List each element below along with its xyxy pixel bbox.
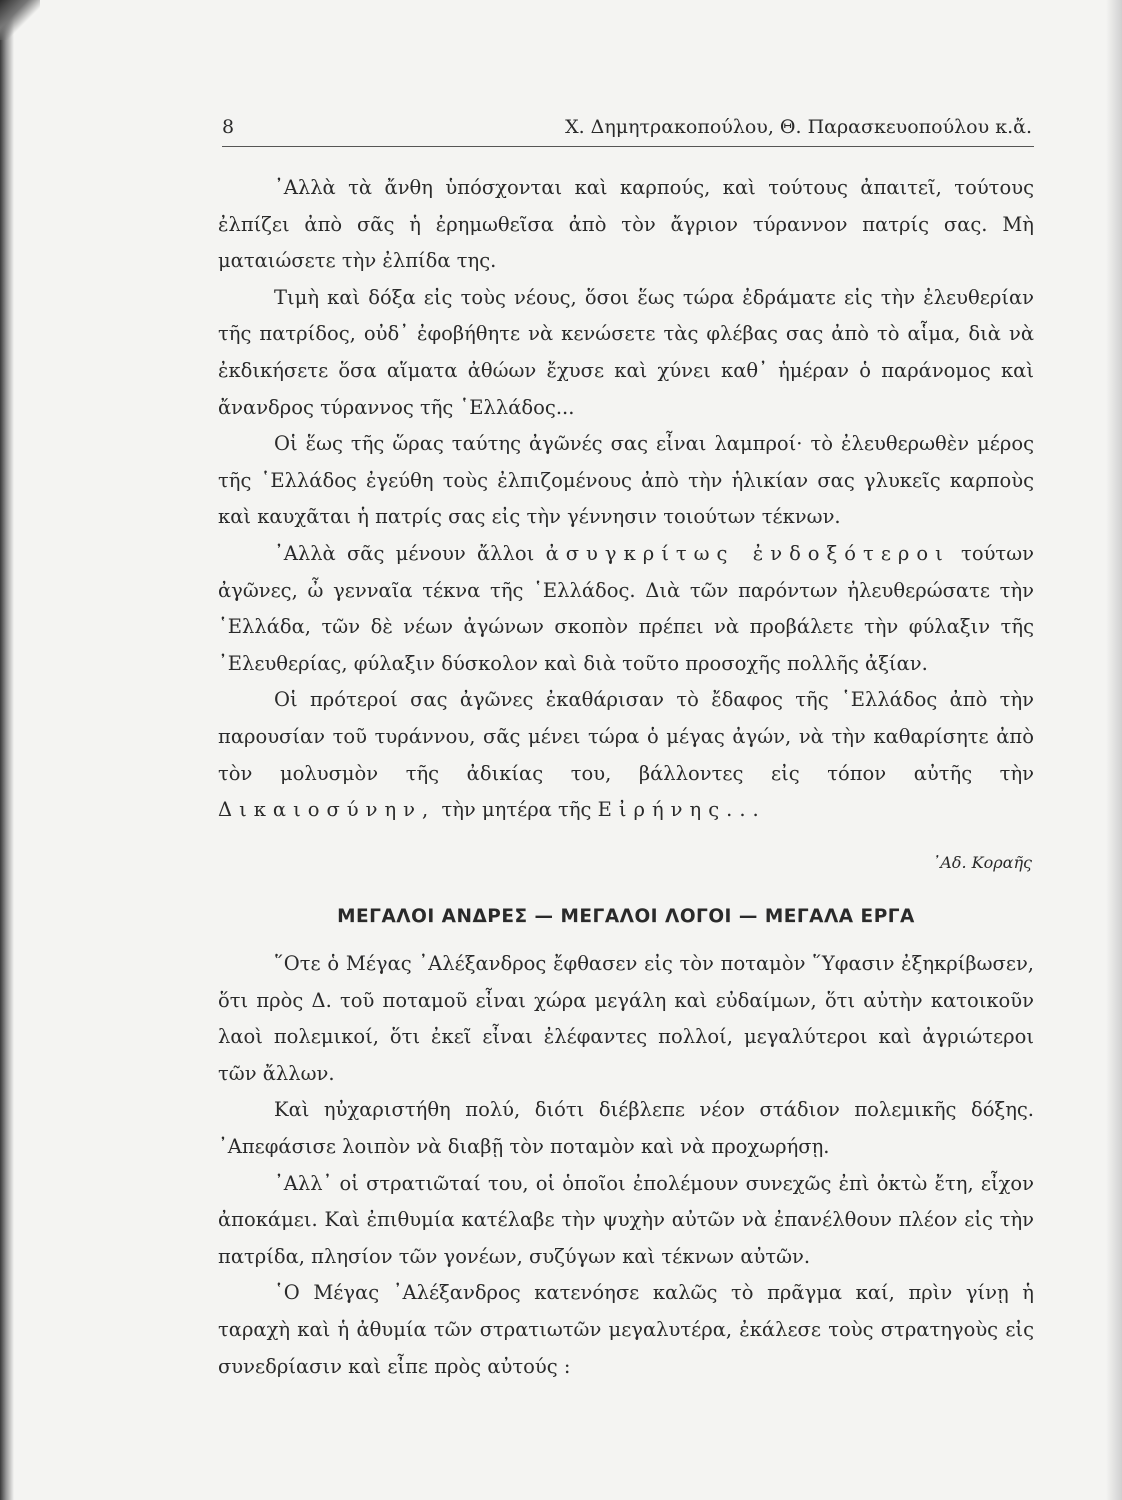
page-shadow-right xyxy=(1106,0,1122,1500)
alexander-story xyxy=(218,946,1034,1385)
paragraph: ῾Ο Μέγας ᾿Αλέξανδρος κατενόησε καλῶς τὸ πρᾶγμα καί, πρὶν γίνῃ ἡ ταραχὴ καὶ ἡ ἀθυμία τῶν στρατιωτῶν μεγαλυτέρα, ἐκάλεσε τοὺς στρατηγοὺς εἰς συνεδρίασιν καὶ εἶπε πρὸς αὐτούς : xyxy=(218,1281,1034,1378)
author-signature: ᾿Αδ. Κοραῆς xyxy=(932,853,1032,872)
paragraph xyxy=(218,536,1034,682)
text-run: ᾿Αλλὰ σᾶς μένουν ἄλλοι xyxy=(274,541,535,565)
paragraph: ῞Οτε ὁ Μέγας ᾿Αλέξανδρος ἔφθασεν εἰς τὸν ποταμὸν ῞Υφασιν ἐξηκρίβωσεν, ὅτι πρὸς Δ. τοῦ ποταμοῦ εἶναι χώρα μεγάλη καὶ εὐδαίμων, ὅτι αὐτὴν κατοικοῦν λαοὶ πολεμικοί, ὅτι ἐκεῖ εἶναι ἐλέφαντες πολλοί, μεγαλύτεροι καὶ ἀγριώτεροι τῶν ἄλλων. xyxy=(218,952,1034,1085)
spaced-emphasis: Εἰρήνης... xyxy=(597,798,766,822)
text-run: Οἱ πρότεροί σας ἀγῶνες ἐκαθάρισαν τὸ ἔδαφος τῆς ῾Ελλάδος ἀπὸ τὴν παρουσίαν τοῦ τυράννου, σᾶς μένει τώρα ὁ μέγας ἀγών, νὰ τὴν καθαρίσητε ἀπὸ τὸν μολυσμὸν τῆς ἀδικίας του, βάλλοντες εἰς τόπον αὐτῆς τὴν xyxy=(218,688,1034,785)
running-title: Χ. Δημητρακοπούλου, Θ. Παρασκευοπούλου κ.ἄ. xyxy=(565,116,1032,138)
text-run: τούτων ἀγῶνες, ὦ γενναῖα τέκνα τῆς ῾Ελλάδος. Διὰ τῶν παρόντων ἠλευθερώσατε τὴν ῾Ελλάδα, τῶν δὲ νέων ἀγώνων σκοπὸν πρέπει νὰ προβάλετε τὴν φύλαξιν τῆς ᾿Ελευθερίας, φύλαξιν δύσκολον καὶ διὰ τοῦτο προσοχῆς πολλῆς ἀξίαν. xyxy=(218,541,1034,675)
korais-excerpt xyxy=(218,170,1034,829)
paragraph: Καὶ ηὐχαριστήθη πολύ, διότι διέβλεπε νέον στάδιον πολεμικῆς δόξης. ᾿Απεφάσισε λοιπὸν νὰ διαβῇ τὸν ποταμὸν καὶ νὰ προχωρήσῃ. xyxy=(218,1098,1034,1158)
running-header xyxy=(222,112,1034,147)
spaced-emphasis: ἀσυγκρίτως ἐνδοξότεροι xyxy=(545,541,950,565)
page-number: 8 xyxy=(222,116,235,138)
spaced-emphasis: Δικαιοσύνην, xyxy=(218,798,436,822)
page-corner-shadow xyxy=(0,0,40,40)
paragraph: Τιμὴ καὶ δόξα εἰς τοὺς νέους, ὅσοι ἕως τώρα ἐδράματε εἰς τὴν ἐλευθερίαν τῆς πατρίδος, οὐδ᾿ ἐφοβήθητε νὰ κενώσετε τὰς φλέβας σας ἀπὸ τὸ αἷμα, διὰ νὰ ἐκδικήσετε ὅσα αἵματα ἀθώων ἔχυσε καὶ χύνει καθ᾿ ἡμέραν ὁ παράνομος καὶ ἄνανδρος τύραννος τῆς ῾Ελλάδος... xyxy=(218,285,1034,419)
paragraph: ᾿Αλλ᾿ οἱ στρατιῶταί του, οἱ ὁποῖοι ἐπολέμουν συνεχῶς ἐπὶ ὀκτὼ ἔτη, εἶχον ἀποκάμει. Καὶ ἐπιθυμία κατέλαβε τὴν ψυχὴν αὐτῶν νὰ ἐπανέλθουν πλέον εἰς τὴν πατρίδα, πλησίον τῶν γονέων, συζύγων καὶ τέκνων αὐτῶν. xyxy=(218,1171,1034,1268)
paragraph: Οἱ ἕως τῆς ὥρας ταύτης ἀγῶνές σας εἶναι λαμπροί· τὸ ἐλευθερωθὲν μέρος τῆς ῾Ελλάδος ἐγεύθη τοὺς ἐλπιζομένους ἀπὸ τὴν ἡλικίαν σας γλυκεῖς καρποὺς καὶ καυχᾶται ἡ πατρίς σας εἰς τὴν γέννησιν τοιούτων τέκνων. xyxy=(218,432,1034,529)
paragraph: ᾿Αλλὰ τὰ ἄνθη ὑπόσχονται καὶ καρπούς, καὶ τούτους ἀπαιτεῖ, τούτους ἐλπίζει ἀπὸ σᾶς ἡ ἐρημωθεῖσα ἀπὸ τὸν ἄγριον τύραννον πατρίς σας. Μὴ ματαιώσετε τὴν ἐλπίδα της. xyxy=(218,176,1034,273)
section-heading: ΜΕΓΑΛΟΙ ΑΝΔΡΕΣ — ΜΕΓΑΛΟΙ ΛΟΓΟΙ — ΜΕΓΑΛΑ ΕΡΓΑ xyxy=(337,906,915,927)
paragraph xyxy=(218,682,1034,828)
text-run: τὴν μητέρα τῆς xyxy=(441,798,592,822)
page-shadow-left xyxy=(0,0,14,1500)
